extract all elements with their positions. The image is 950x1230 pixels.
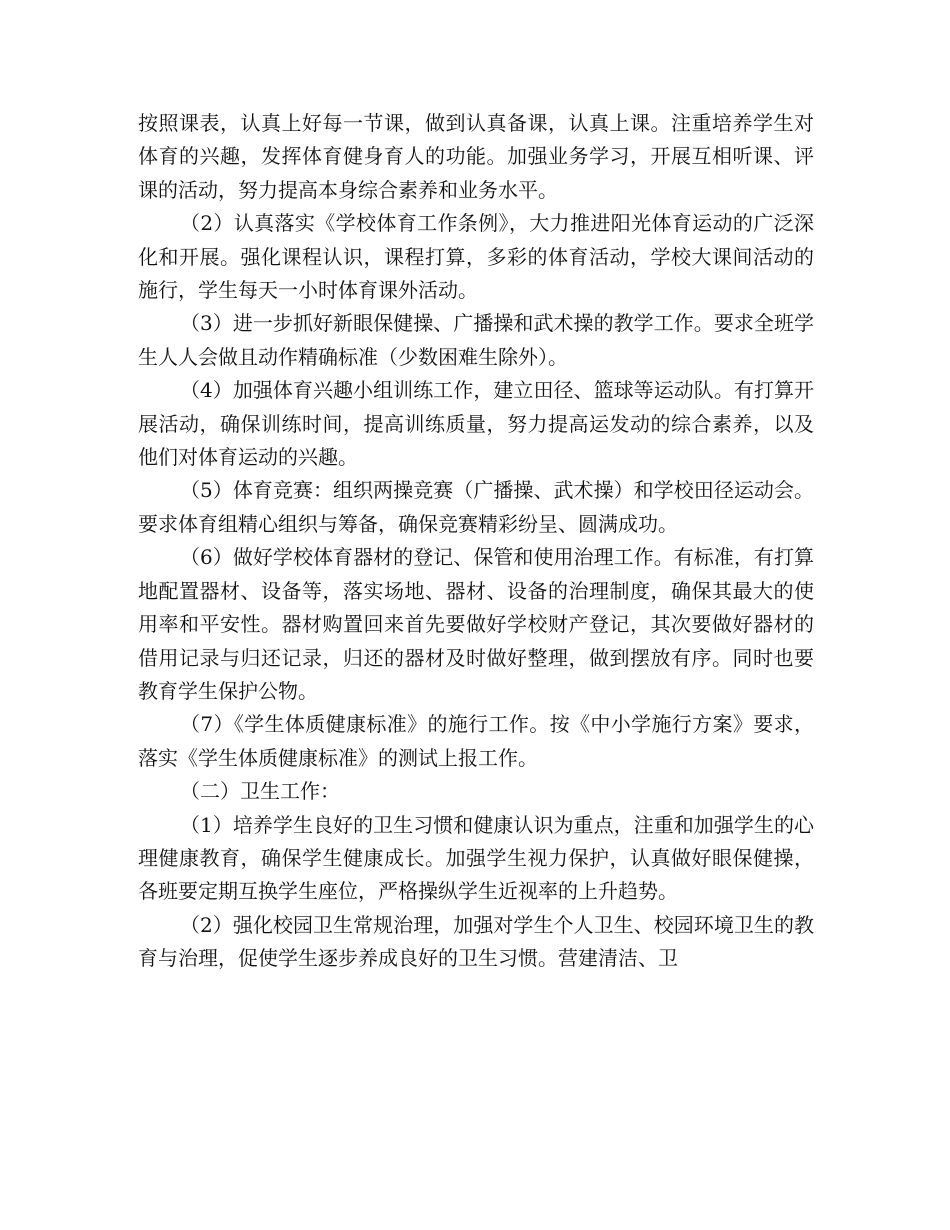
section-heading-hygiene: （二）卫生工作： bbox=[180, 779, 340, 804]
paragraph-7: （7）《学生体质健康标准》的施行工作。按《中小学施行方案》要求，落实《学生体质健康标准》的测试上报工作。 bbox=[138, 712, 814, 770]
paragraph-9: （1）培养学生良好的卫生习惯和健康认识为重点，注重和加强学生的心理健康教育，确保学生健康成长。加强学生视力保护，认真做好眼保健操，各班要定期互换学生座位，严格操纵学生近视率的上升趋势。 bbox=[138, 812, 814, 904]
paragraph-1: 按照课表，认真上好每一节课，做到认真备课，认真上课。注重培养学生对体育的兴趣，发挥体育健身育人的功能。加强业务学习，开展互相听课、评课的活动，努力提高本身综合素养和业务水平。 bbox=[138, 111, 814, 202]
paragraph-2: （2）认真落实《学校体育工作条例》，大力推进阳光体育运动的广泛深化和开展。强化课程认识，课程打算，多彩的体育活动，学校大课间活动的施行，学生每天一小时体育课外活动。 bbox=[138, 211, 814, 303]
paragraph-4: （4）加强体育兴趣小组训练工作，建立田径、篮球等运动队。有打算开展活动，确保训练时间，提高训练质量，努力提高运发动的综合素养，以及他们对体育运动的兴趣。 bbox=[138, 378, 814, 470]
paragraph-6: （6）做好学校体育器材的登记、保管和使用治理工作。有标准，有打算地配置器材、设备等，落实场地、器材、设备的治理制度，确保其最大的使用率和平安性。器材购置回来首先要做好学校财产登记，其次要做好器材的借用记录与归还记录，归还的器材及时做好整理，做到摆放有序。同时也要教育学生保护公物。 bbox=[138, 545, 814, 703]
paragraph-5: （5）体育竞赛：组织两操竞赛（广播操、武术操）和学校田径运动会。要求体育组精心组织与筹备，确保竞赛精彩纷呈、圆满成功。 bbox=[138, 478, 814, 536]
paragraph-3: （3）进一步抓好新眼保健操、广播操和武术操的教学工作。要求全班学生人人会做且动作精确标准（少数困难生除外）。 bbox=[138, 311, 814, 369]
paragraph-10: （2）强化校园卫生常规治理，加强对学生个人卫生、校园环境卫生的教育与治理，促使学生逐步养成良好的卫生习惯。营建清洁、卫 bbox=[138, 912, 814, 971]
document-body bbox=[138, 107, 814, 976]
